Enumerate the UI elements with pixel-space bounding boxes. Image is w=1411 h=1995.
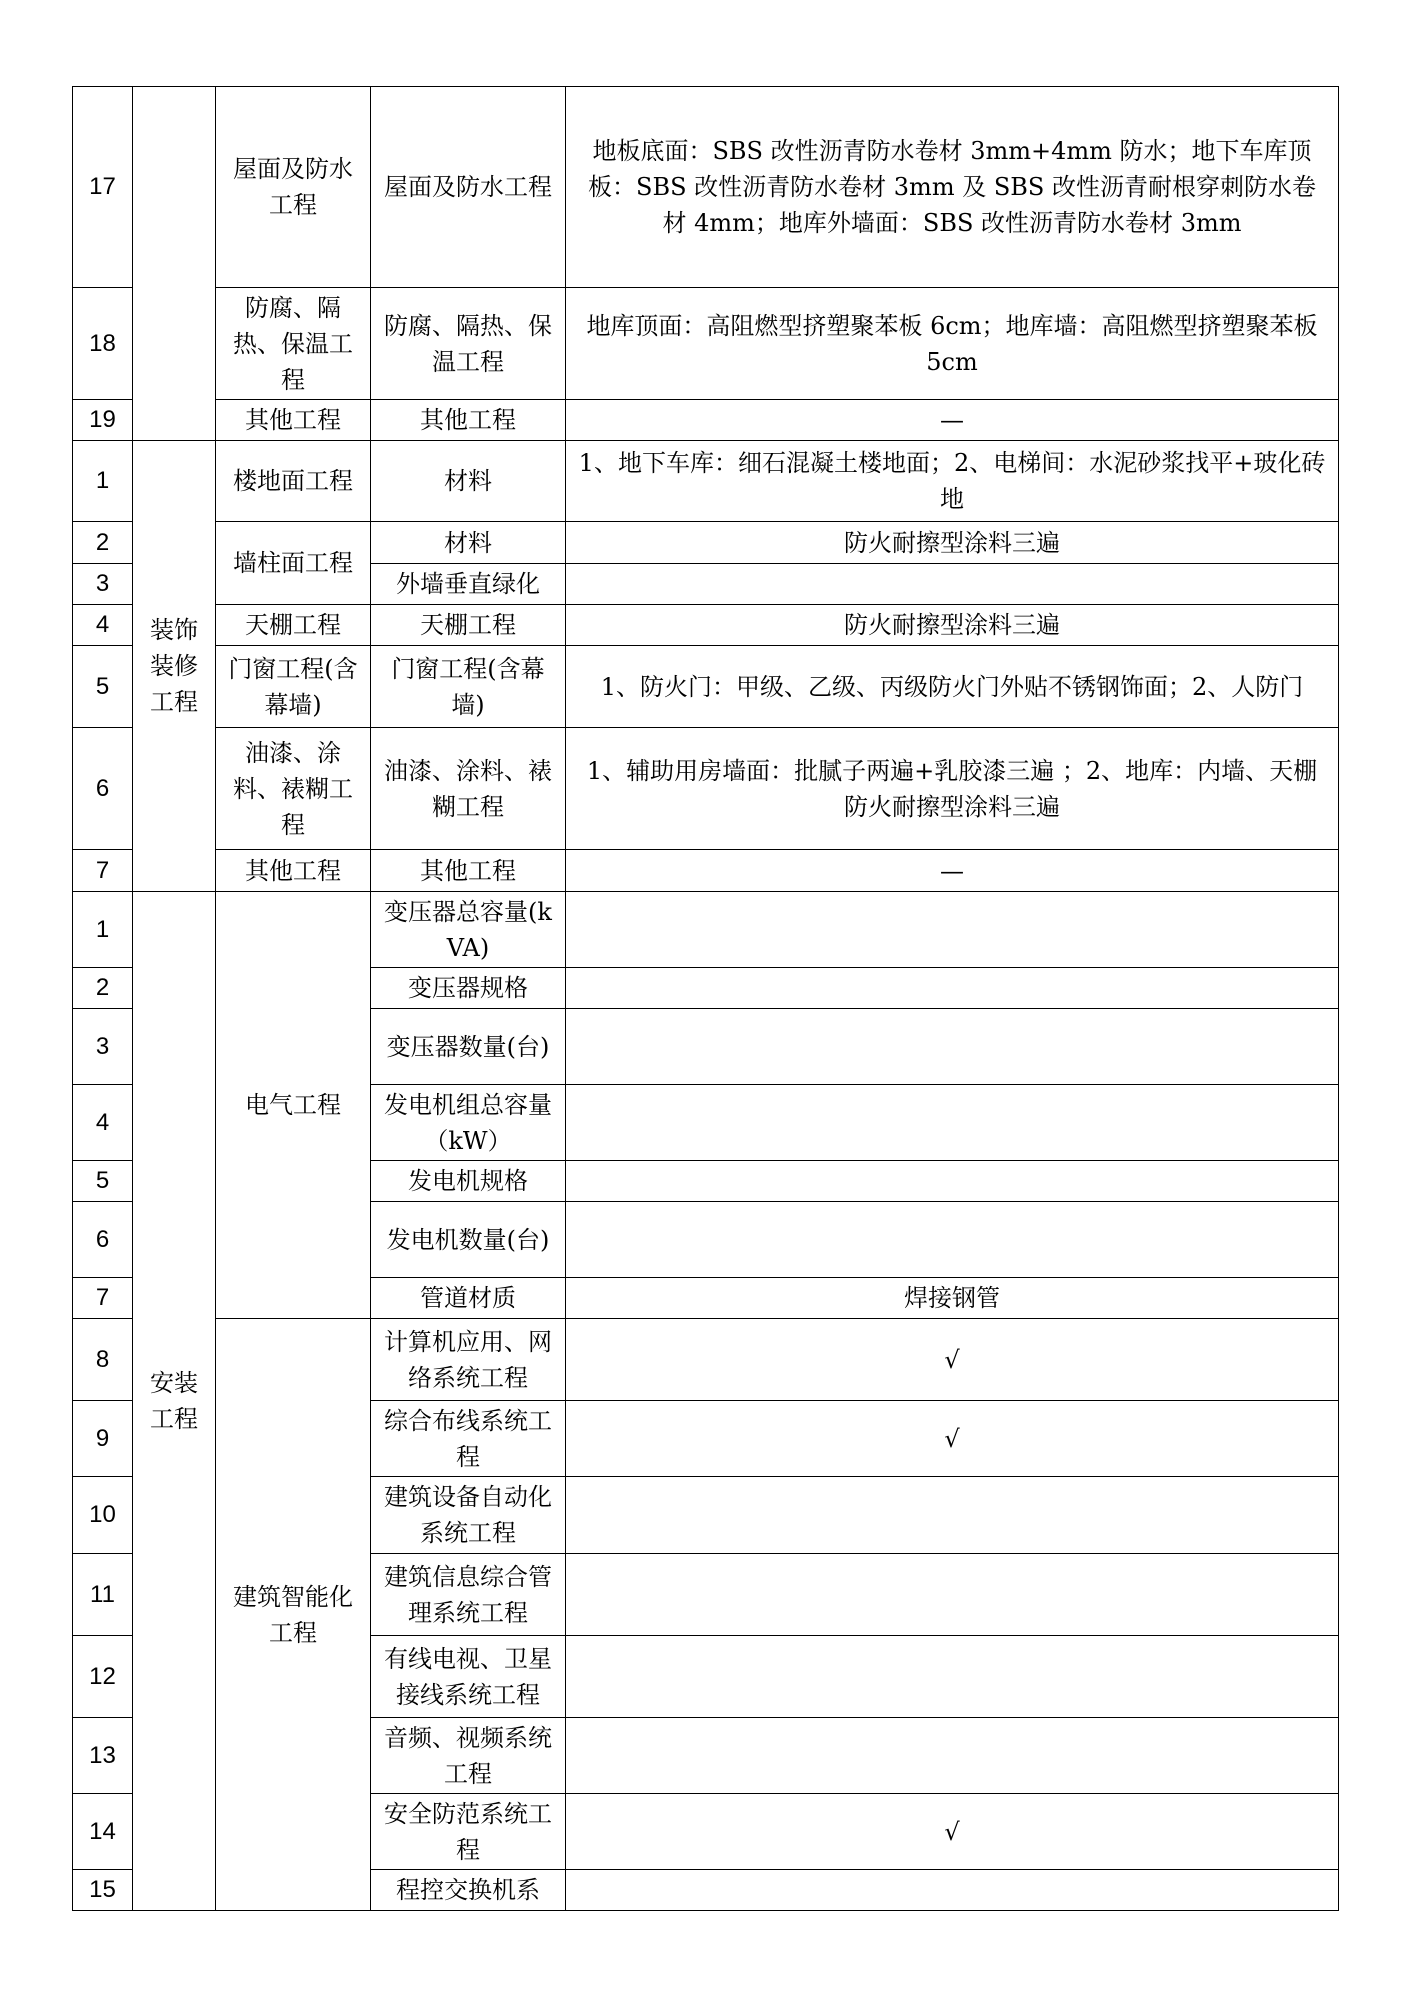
row-number: 15 [73,1870,133,1911]
subcategory-cell: 其他工程 [216,400,371,441]
table-row [73,288,1339,400]
row-number: 4 [73,1085,133,1161]
row-number: 7 [73,850,133,892]
description-cell: 1、防火门：甲级、乙级、丙级防火门外贴不锈钢饰面；2、人防门 [566,646,1339,728]
item-cell: 安全防范系统工程 [371,1794,566,1870]
checkmark-cell: √ [566,1794,1339,1870]
subcategory-cell: 墙柱面工程 [216,522,371,605]
item-cell: 天棚工程 [371,605,566,646]
table-row [73,400,1339,441]
description-cell: — [566,850,1339,892]
row-number: 13 [73,1718,133,1794]
subcategory-cell: 门窗工程(含幕墙) [216,646,371,728]
description-cell: 防火耐擦型涂料三遍 [566,522,1339,564]
subcategory-cell: 建筑智能化工程 [216,1319,371,1911]
table-row [73,892,1339,968]
description-cell [566,1636,1339,1718]
item-cell: 外墙垂直绿化 [371,564,566,605]
category-cell-blank [133,87,216,441]
row-number: 2 [73,968,133,1009]
table-row [73,605,1339,646]
row-number: 11 [73,1554,133,1636]
subcategory-cell: 天棚工程 [216,605,371,646]
table-row [73,87,1339,288]
item-cell: 门窗工程(含幕墙) [371,646,566,728]
row-number: 12 [73,1636,133,1718]
item-cell: 音频、视频系统工程 [371,1718,566,1794]
item-cell: 计算机应用、网络系统工程 [371,1319,566,1401]
description-cell: 地库顶面：高阻燃型挤塑聚苯板 6cm；地库墙：高阻燃型挤塑聚苯板 5cm [566,288,1339,400]
description-cell: 1、辅助用房墙面：批腻子两遍+乳胶漆三遍 ；2、地库：内墙、天棚防火耐擦型涂料三遍 [566,728,1339,850]
description-cell [566,1477,1339,1554]
item-cell: 油漆、涂料、裱糊工程 [371,728,566,850]
row-number: 19 [73,400,133,441]
subcategory-cell: 油漆、涂料、裱糊工程 [216,728,371,850]
category-cell: 安装工程 [133,892,216,1911]
description-cell: — [566,400,1339,441]
item-cell: 发电机组总容量（kW） [371,1085,566,1161]
item-cell: 变压器数量(台) [371,1009,566,1085]
item-cell: 其他工程 [371,850,566,892]
table-row [73,522,1339,564]
row-number: 18 [73,288,133,400]
description-cell [566,1085,1339,1161]
row-number: 3 [73,1009,133,1085]
row-number: 3 [73,564,133,605]
table-row [73,850,1339,892]
description-cell [566,1161,1339,1202]
description-cell [566,1009,1339,1085]
description-cell: 焊接钢管 [566,1278,1339,1319]
item-cell: 变压器规格 [371,968,566,1009]
subcategory-cell: 防腐、隔热、保温工程 [216,288,371,400]
description-cell [566,1554,1339,1636]
description-cell: 防火耐擦型涂料三遍 [566,605,1339,646]
row-number: 10 [73,1477,133,1554]
row-number: 17 [73,87,133,288]
subcategory-cell: 电气工程 [216,892,371,1319]
table-row [73,441,1339,522]
row-number: 6 [73,1202,133,1278]
item-cell: 发电机规格 [371,1161,566,1202]
row-number: 5 [73,1161,133,1202]
engineering-spec-table [72,86,1339,1911]
checkmark-cell: √ [566,1319,1339,1401]
category-cell: 装饰装修工程 [133,441,216,892]
item-cell: 程控交换机系 [371,1870,566,1911]
description-cell: 1、地下车库：细石混凝土楼地面；2、电梯间：水泥砂浆找平+玻化砖地 [566,441,1339,522]
item-cell: 防腐、隔热、保温工程 [371,288,566,400]
item-cell: 发电机数量(台) [371,1202,566,1278]
description-cell: 地板底面：SBS 改性沥青防水卷材 3mm+4mm 防水；地下车库顶板：SBS 改性沥青防水卷材 3mm 及 SBS 改性沥青耐根穿刺防水卷材 4mm；地库外墙面：SBS 改性沥青防水卷材 3mm [566,87,1339,288]
item-cell: 其他工程 [371,400,566,441]
item-cell: 材料 [371,441,566,522]
item-cell: 建筑设备自动化系统工程 [371,1477,566,1554]
subcategory-cell: 屋面及防水工程 [216,87,371,288]
row-number: 5 [73,646,133,728]
item-cell: 建筑信息综合管理系统工程 [371,1554,566,1636]
subcategory-cell: 其他工程 [216,850,371,892]
row-number: 1 [73,441,133,522]
description-cell [566,1718,1339,1794]
subcategory-cell: 楼地面工程 [216,441,371,522]
table-row [73,728,1339,850]
item-cell: 管道材质 [371,1278,566,1319]
description-cell [566,968,1339,1009]
item-cell: 综合布线系统工程 [371,1401,566,1477]
description-cell [566,1870,1339,1911]
row-number: 1 [73,892,133,968]
checkmark-cell: √ [566,1401,1339,1477]
description-cell [566,892,1339,968]
row-number: 6 [73,728,133,850]
item-cell: 屋面及防水工程 [371,87,566,288]
description-cell [566,1202,1339,1278]
row-number: 2 [73,522,133,564]
item-cell: 变压器总容量(kVA) [371,892,566,968]
table-row [73,646,1339,728]
description-cell [566,564,1339,605]
row-number: 4 [73,605,133,646]
row-number: 8 [73,1319,133,1401]
item-cell: 有线电视、卫星接线系统工程 [371,1636,566,1718]
row-number: 14 [73,1794,133,1870]
item-cell: 材料 [371,522,566,564]
table-row [73,1319,1339,1401]
row-number: 7 [73,1278,133,1319]
row-number: 9 [73,1401,133,1477]
